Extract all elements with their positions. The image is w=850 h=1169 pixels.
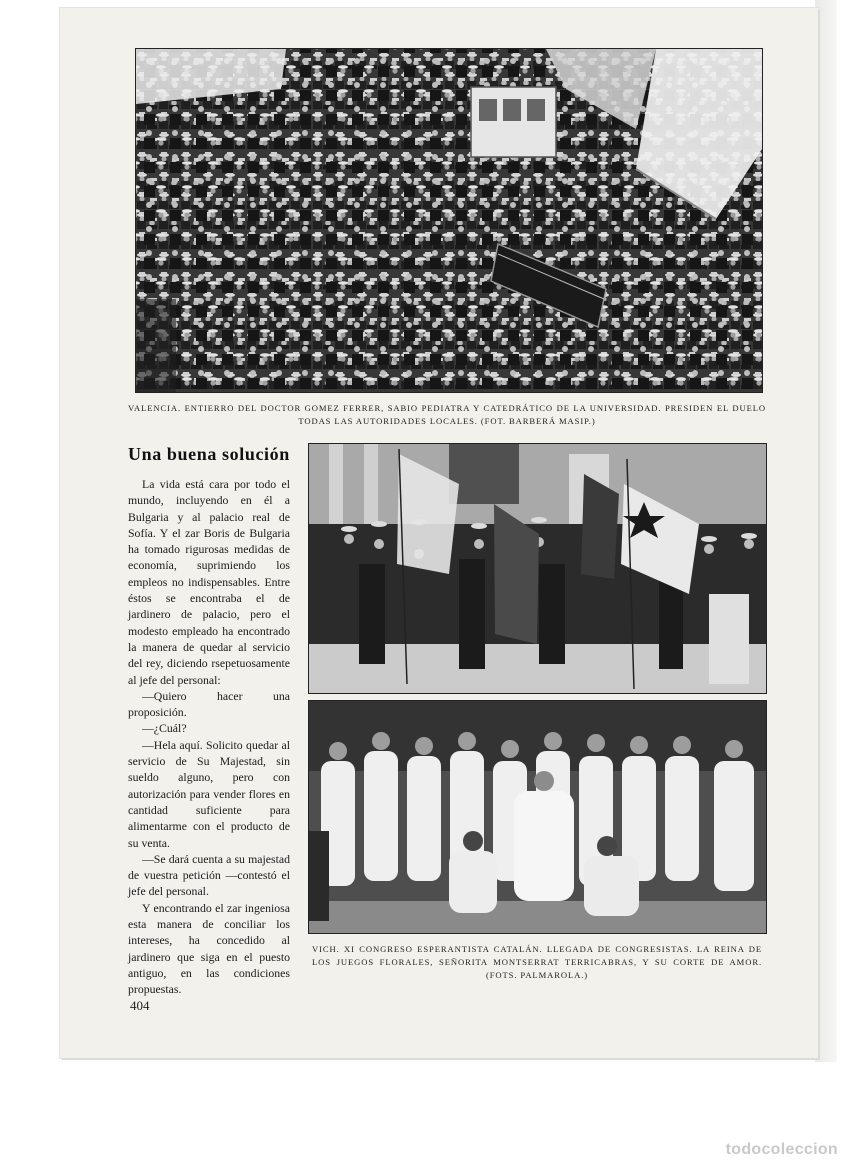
article-paragraph: —Se dará cuenta a su majestad de vuestra petición —contestó el jefe del personal.: [128, 851, 290, 899]
funeral-crowd-image: [136, 49, 762, 392]
article-paragraph: —Quiero hacer una proposición.: [128, 688, 290, 720]
floral-court-image: [309, 701, 766, 933]
article-paragraph: —¿Cuál?: [142, 721, 187, 736]
photo-vich-congress-arrival: [308, 443, 767, 694]
article-title: Una buena solución: [128, 444, 290, 464]
page-edge-shadow: [815, 0, 837, 1062]
article-paragraph: Y encontrando el zar ingeniosa esta manera de conciliar los intereses, ha concedido al jardinero que siga en el puesto antiguo, en las condiciones propuestas.: [128, 900, 290, 997]
caption-valencia: VALENCIA. ENTIERRO DEL DOCTOR GOMEZ FERRER, SABIO PEDIATRA Y CATEDRÁTICO DE LA UNIVERSIDAD. PRESIDEN EL DUELO TODAS LAS AUTORIDADES LOCALES. (FOT. BARBERÁ MASIP.): [128, 403, 766, 426]
photo-valencia-funeral: [135, 48, 763, 393]
article-paragraph: —Hela aquí. Solicito quedar al servicio de Su Majestad, sin sueldo alguno, pero con autorización para vender flores en cantidad suficiente para alimentarme con el producto de su venta.: [128, 737, 290, 850]
photo-vich-floral-queen-court: [308, 700, 767, 934]
page-number: 404: [130, 998, 150, 1013]
article-paragraph: La vida está cara por todo el mundo, incluyendo en él a Bulgaria y al palacio real de Sofía. Y el zar Boris de Bulgaria ha tomado rigurosas medidas de economía, suprimiendo los empleos no indispensables. Entre éstos se encontraba el de jardinero de palacio, pero el modesto empleado ha encontrado la manera de quedar al servicio del rey, diciendo rsepetuosamente al jefe del personal:: [128, 477, 290, 687]
congress-arrival-image: [309, 444, 766, 693]
article-body: [128, 476, 290, 998]
watermark-logo: todocoleccion: [725, 1141, 838, 1158]
caption-vich: VICH. XI CONGRESO ESPERANTISTA CATALÁN. LLEGADA DE CONGRESISTAS. LA REINA DE LOS JUEGOS FLORALES, SEÑORITA MONTSERRAT TERRICABRAS, Y SU CORTE DE AMOR. (FOTS. PALMAROLA.): [312, 944, 762, 980]
